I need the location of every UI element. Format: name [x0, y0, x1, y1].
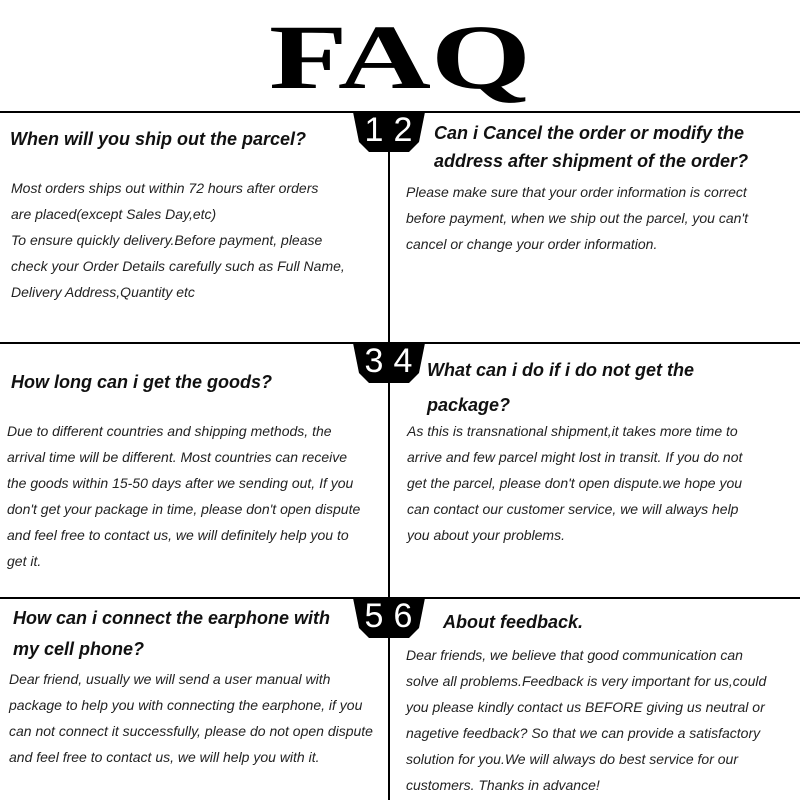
faq-item-2 [434, 119, 748, 175]
faq-title-graphic [265, 8, 535, 104]
badge-3-4 [353, 343, 425, 385]
faq-question-1: When will you ship out the parcel? [10, 129, 307, 149]
badge-number-2: 2 [393, 111, 413, 149]
faq-answer-6: Dear friends, we believe that good communication can solve all problems.Feedback is very important for us,could you please kindly contact us BEFORE giving us neutral or nagetive feedback? So that we can provide a satisfactory solution for you.We will always do best service for our customers. Thanks in advance! [406, 647, 767, 793]
faq-answer-1: Most orders ships out within 72 hours after orders are placed(except Sales Day,etc) To ensure quickly delivery.Before payment, please check your Order Details carefully such as Full Name, Delivery Address,Quantity etc [11, 180, 345, 300]
faq-answer-5: Dear friend, usually we will send a user manual with package to help you with connecting the earphone, if you can not connect it successfully, please do not open dispute and feel free to contact us, we will help you with it. [9, 671, 373, 765]
badge-number-5: 5 [364, 597, 384, 635]
badge-5-6 [353, 598, 425, 640]
faq-answer-3: Due to different countries and shipping methods, the arrival time will be different. Most countries can receive the goods within 15-50 days after we sending out, If you don't get your package in time, please don't open dispute and feel free to contact us, we will definitely help you to get it. [7, 423, 361, 569]
faq-question-3: How long can i get the goods? [11, 372, 272, 392]
badge-number-1: 1 [364, 111, 384, 149]
faq-question-6: About feedback. [443, 612, 584, 632]
faq-item-1 [10, 125, 306, 153]
page-title [0, 6, 800, 106]
badge-number-3: 3 [364, 342, 384, 380]
faq-question-5: How can i connect the earphone with my cell phone? [13, 608, 331, 659]
badge-1-2 [353, 112, 425, 154]
faq-question-4: What can i do if i do not get the package? [427, 360, 694, 415]
faq-answer-2: Please make sure that your order information is correct before payment, when we ship out the parcel, you can't cancel or change your order information. [406, 184, 748, 252]
badge-number-6: 6 [393, 597, 413, 635]
badge-number-4: 4 [393, 342, 413, 380]
faq-item-4 [427, 353, 694, 423]
faq-item-3 [11, 368, 272, 396]
faq-answer-4: As this is transnational shipment,it takes more time to arrive and few parcel might lost in transit. If you do not get the parcel, please don't open dispute.we hope you can contact our customer service, we will always help you about your problems. [407, 423, 743, 543]
faq-item-5 [13, 603, 330, 665]
faq-title-text: FAQ [269, 8, 531, 104]
faq-item-6 [443, 608, 583, 636]
divider-vertical [388, 111, 390, 800]
faq-question-2: Can i Cancel the order or modify the address after shipment of the order? [434, 123, 749, 171]
